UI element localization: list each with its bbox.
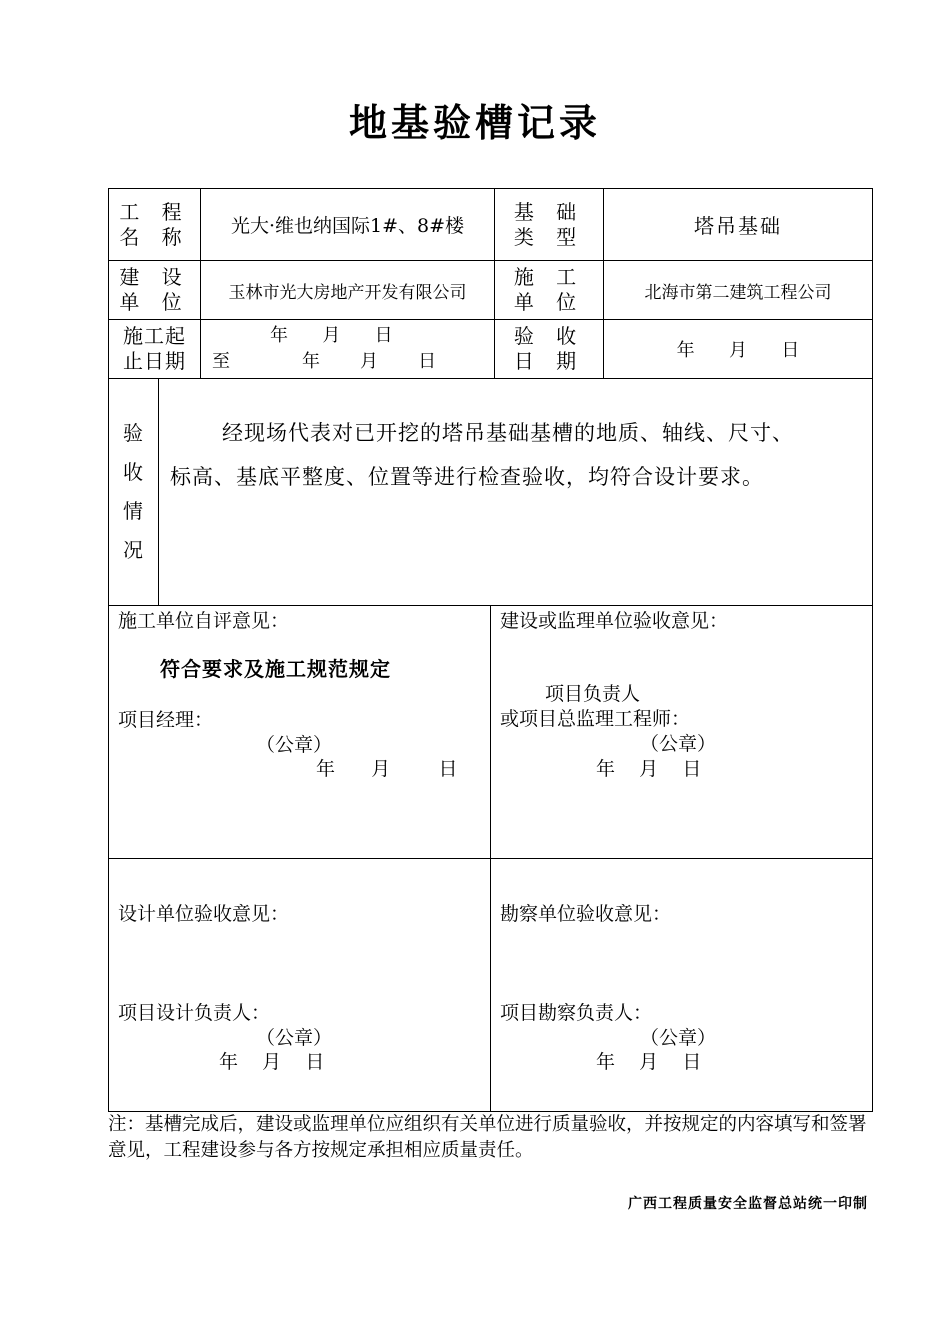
accept-date-label: 验 收 日 期: [513, 324, 585, 373]
page-title: 地基验槽记录: [348, 101, 601, 145]
project-manager-label: 项目经理：: [118, 709, 214, 731]
table-border-right: [872, 188, 873, 1112]
foundation-type-value: 塔吊基础: [694, 214, 782, 238]
supervisor-date: 年 月 日: [596, 758, 702, 780]
period-start-date: 年 月 日: [270, 325, 393, 346]
builder-label: 建 设 单 位: [119, 265, 190, 314]
contractor-value: 北海市第二建筑工程公司: [644, 282, 832, 303]
foundation-type-label: 基 础 类 型: [513, 199, 585, 249]
period-end-date: 年 月 日: [302, 351, 437, 372]
project-name-label: 工 程 名 称: [119, 199, 190, 249]
project-name-value: 光大·维也纳国际1#、8#楼: [230, 215, 465, 237]
row-divider: [108, 378, 873, 379]
inspection-label: 验 收 情 况: [123, 421, 143, 562]
design-opinion-heading: 设计单位验收意见：: [118, 903, 290, 925]
supervisor-opinion-heading: 建设或监理单位验收意见：: [500, 610, 729, 632]
contractor-label: 施 工 单 位: [513, 265, 585, 314]
footnote: 注：基槽完成后，建设或监理单位应组织有关单位进行质量验收，并按规定的内容填写和签署意见，工程建设参与各方按规定承担相应质量责任。: [108, 1114, 867, 1161]
survey-opinion-heading: 勘察单位验收意见：: [500, 903, 672, 925]
period-to-prefix: 至: [212, 351, 230, 372]
accept-date-value: 年 月 日: [676, 340, 800, 361]
survey-date: 年 月 日: [596, 1051, 702, 1073]
col-divider: [490, 605, 491, 1112]
design-responsible-label: 项目设计负责人：: [118, 1002, 271, 1024]
survey-responsible-label: 项目勘察负责人：: [500, 1002, 653, 1024]
print-credit: 广西工程质量安全监督总站统一印制: [628, 1196, 868, 1212]
contractor-opinion-heading: 施工单位自评意见：: [118, 610, 290, 632]
col-divider: [158, 378, 159, 606]
contractor-seal: （公章）: [256, 734, 333, 756]
inspection-text: 经现场代表对已开挖的塔吊基础基槽的地质、轴线、尺寸、 标高、基底平整度、位置等进行检查验收，均符合设计要求。: [170, 421, 794, 489]
contractor-opinion-statement: 符合要求及施工规范规定: [160, 657, 391, 681]
supervisor-responsible-label: 项目负责人: [545, 683, 641, 705]
builder-value: 玉林市光大房地产开发有限公司: [228, 282, 467, 303]
period-label: 施工起 止日期: [123, 324, 186, 373]
supervisor-seal: （公章）: [640, 733, 717, 755]
design-seal: （公章）: [256, 1027, 333, 1049]
supervisor-engineer-label: 或项目总监理工程师：: [500, 708, 691, 730]
contractor-date: 年 月 日: [316, 758, 458, 780]
survey-seal: （公章）: [640, 1027, 717, 1049]
design-date: 年 月 日: [219, 1051, 325, 1073]
